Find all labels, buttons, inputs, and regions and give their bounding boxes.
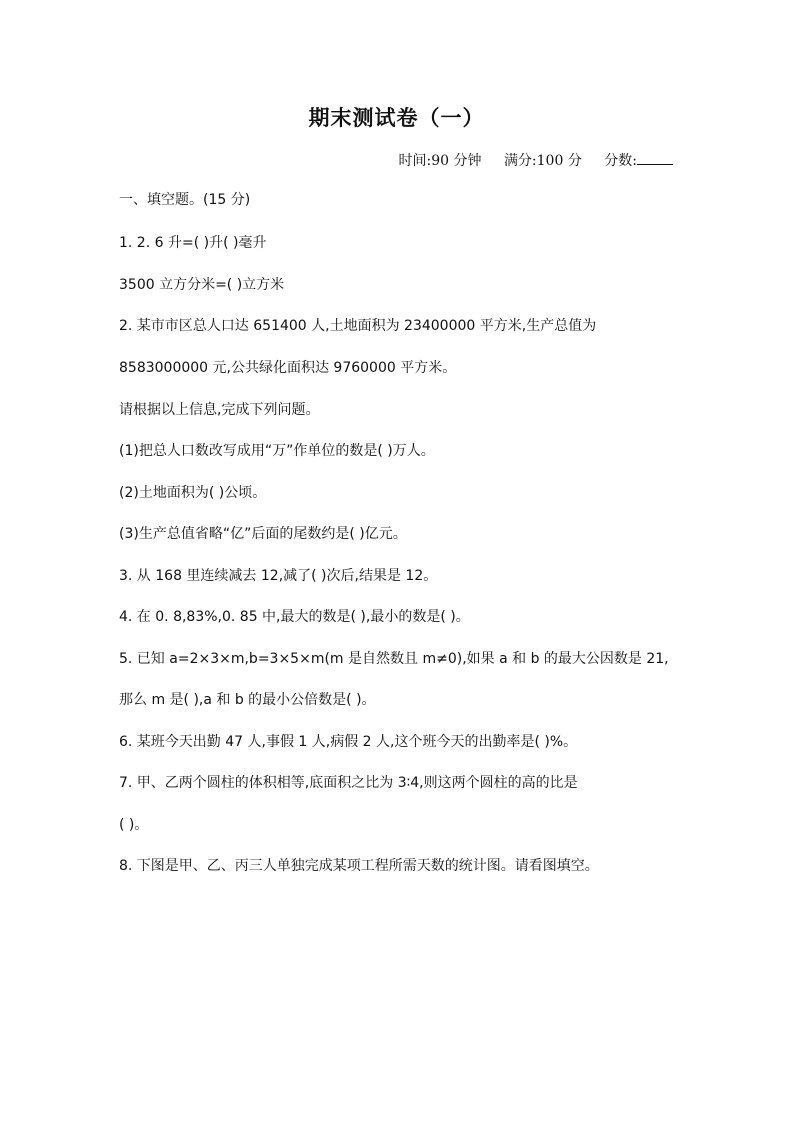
question-line: 请根据以上信息,完成下列问题。 — [119, 402, 320, 418]
question-line: (2)土地面积为( )公顷。 — [119, 485, 267, 501]
score-blank — [637, 150, 673, 165]
section-heading: 一、填空题。(15 分) — [119, 192, 251, 208]
question-line: 7. 甲、乙两个圆柱的体积相等,底面积之比为 3∶4,则这两个圆柱的高的比是 — [119, 775, 578, 791]
question-line: 6. 某班今天出勤 47 人,事假 1 人,病假 2 人,这个班今天的出勤率是( )%。 — [119, 734, 578, 750]
question-line: 3. 从 168 里连续减去 12,减了( )次后,结果是 12。 — [119, 568, 438, 584]
score-label: 分数: — [604, 153, 637, 169]
question-line: 1. 2. 6 升=( )升( )毫升 — [119, 235, 267, 251]
question-line: 5. 已知 a=2×3×m,b=3×5×m(m 是自然数且 m≠0),如果 a 和 b 的最大公因数是 21, — [119, 651, 669, 667]
question-line: 那么 m 是( ),a 和 b 的最小公倍数是( )。 — [119, 692, 376, 708]
full-score: 满分:100 分 — [503, 153, 582, 169]
page-title: 期末测试卷（一） — [308, 106, 485, 130]
question-line: 8583000000 元,公共绿化面积达 9760000 平方米。 — [119, 360, 457, 376]
question-line: 2. 某市市区总人口达 651400 人,土地面积为 23400000 平方米,生产总值为 — [119, 318, 597, 334]
question-line: (1)把总人口数改写成用“万”作单位的数是( )万人。 — [119, 443, 435, 459]
question-line: 3500 立方分米=( )立方米 — [119, 277, 285, 293]
exam-header-info — [381, 150, 674, 170]
question-line: ( )。 — [119, 817, 149, 833]
question-line: 4. 在 0. 8,83%,0. 85 中,最大的数是( ),最小的数是( )。 — [119, 609, 470, 625]
time-limit: 时间:90 分钟 — [398, 153, 482, 169]
question-line: 8. 下图是甲、乙、丙三人单独完成某项工程所需天数的统计图。请看图填空。 — [119, 858, 599, 874]
question-line: (3)生产总值省略“亿”后面的尾数约是( )亿元。 — [119, 526, 407, 542]
